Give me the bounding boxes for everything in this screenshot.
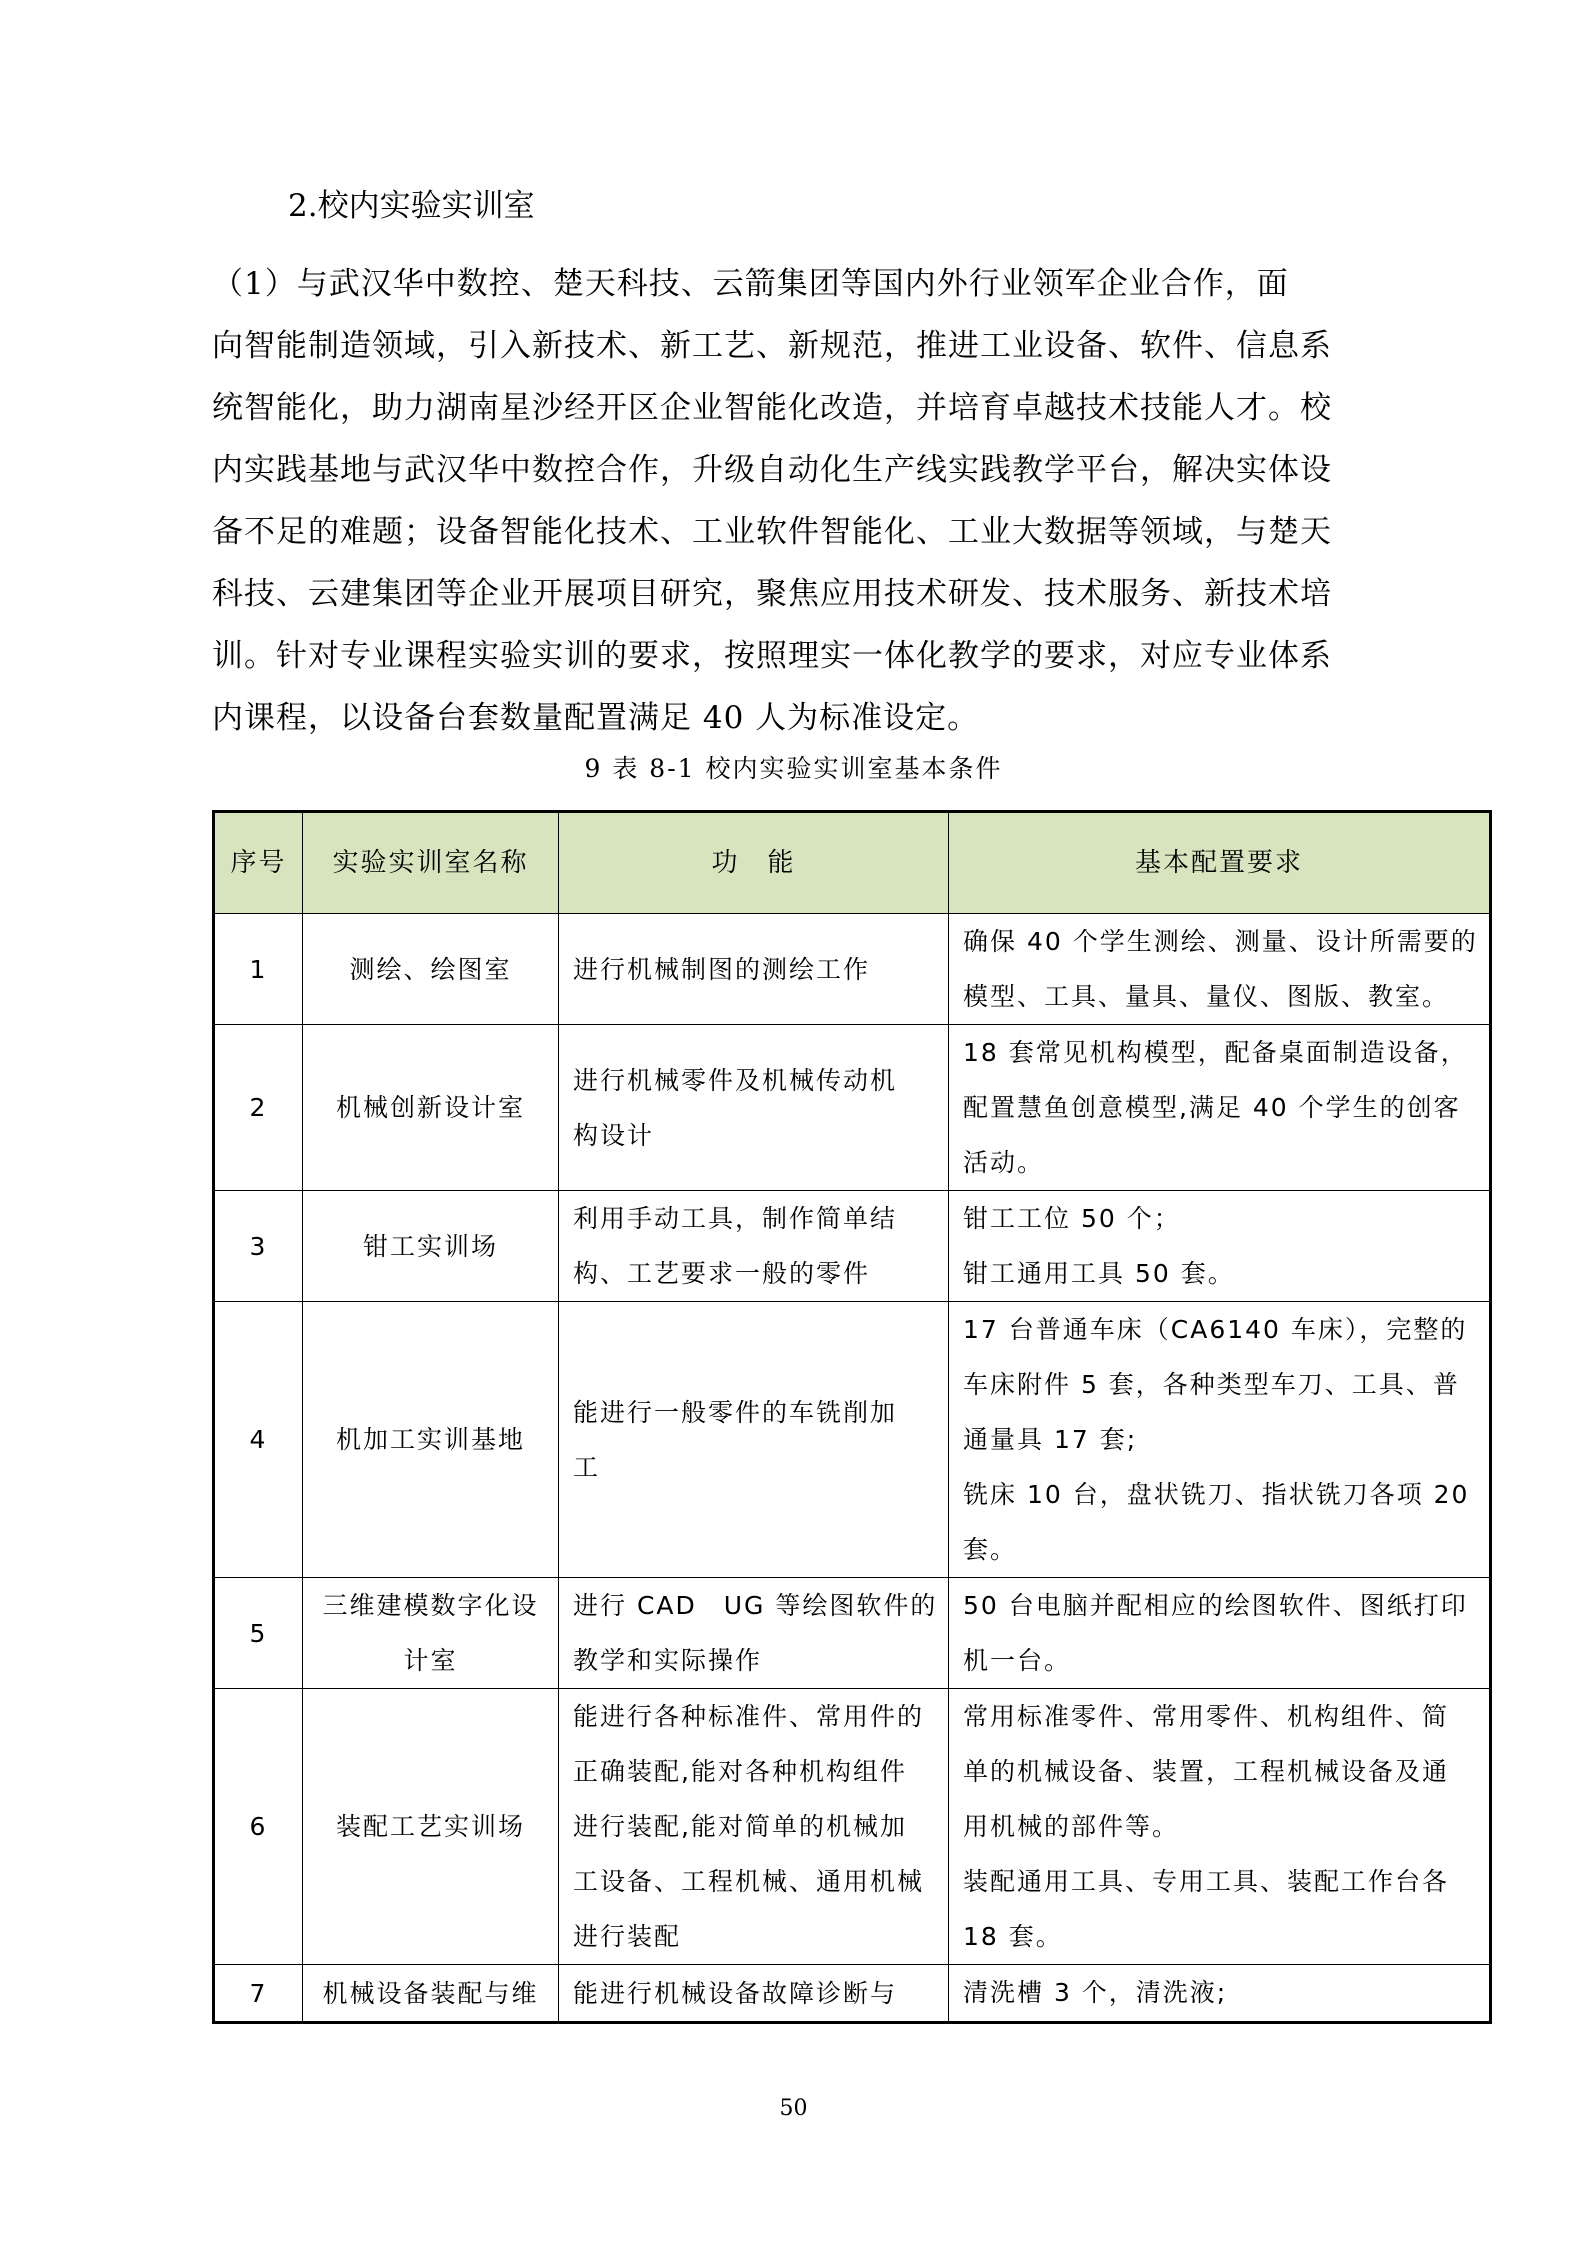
cell-line: 通量具 17 套; — [963, 1425, 1138, 1454]
cell-line: 构、工艺要求一般的零件 — [573, 1259, 871, 1288]
cell-serial: 3 — [214, 1191, 303, 1302]
cell-lab-name — [303, 1191, 559, 1302]
cell-line: 常用标准零件、常用零件、机构组件、简 — [963, 1702, 1450, 1731]
table-header-row — [214, 812, 1491, 914]
cell-line: 机一台。 — [963, 1646, 1072, 1675]
table-row — [214, 1025, 1491, 1191]
cell-serial: 6 — [214, 1689, 303, 1965]
cell-line: 18 套常见机构模型，配备桌面制造设备， — [963, 1038, 1468, 1067]
cell-line: 进行机械零件及机械传动机 — [573, 1065, 898, 1095]
cell-line: 装配通用工具、专用工具、装配工作台各 — [963, 1867, 1450, 1896]
cell-line: 机械设备装配与维 — [322, 1978, 539, 2008]
cell-config — [949, 1191, 1491, 1302]
cell-line: 活动。 — [963, 1148, 1045, 1177]
cell-function — [559, 1191, 949, 1302]
cell-lab-name — [303, 1965, 559, 2023]
cell-line: 利用手动工具，制作简单结 — [573, 1204, 898, 1233]
cell-line: 车床附件 5 套，各种类型车刀、工具、普 — [963, 1370, 1460, 1399]
cell-lab-name — [303, 1302, 559, 1578]
cell-line: 机加工实训基地 — [335, 1425, 525, 1454]
table-row — [214, 914, 1491, 1025]
cell-line: 进行 CAD UG 等绘图软件的 — [573, 1591, 938, 1620]
cell-line: 三维建模数字化设 — [322, 1591, 539, 1620]
cell-function — [559, 1025, 949, 1191]
page-number: 50 — [779, 2096, 808, 2121]
cell-line: 测绘、绘图室 — [349, 954, 512, 984]
cell-function — [559, 1965, 949, 2023]
cell-function — [559, 1302, 949, 1578]
cell-line: 装配工艺实训场 — [335, 1812, 525, 1841]
header-config: 基本配置要求 — [949, 812, 1491, 914]
cell-line: 18 套。 — [963, 1922, 1063, 1951]
cell-serial: 1 — [214, 914, 303, 1025]
cell-line: 钳工通用工具 50 套。 — [963, 1259, 1235, 1288]
section-heading: 2.校内实验实训室 — [288, 188, 535, 224]
cell-line: 50 台电脑并配相应的绘图软件、图纸打印 — [963, 1591, 1468, 1620]
cell-serial: 7 — [214, 1965, 303, 2023]
lab-conditions-table — [212, 810, 1492, 2024]
cell-function — [559, 914, 949, 1025]
paragraph-line: 内实践基地与武汉华中数控合作，升级自动化生产线实践教学平台，解决实体设 — [212, 452, 1332, 488]
cell-line: 计室 — [403, 1646, 458, 1675]
paragraph-line: 科技、云建集团等企业开展项目研究，聚焦应用技术研发、技术服务、新技术培 — [212, 576, 1332, 612]
cell-line: 钳工实训场 — [362, 1231, 498, 1261]
cell-config — [949, 1302, 1491, 1578]
cell-line: 清洗槽 3 个，清洗液; — [963, 1978, 1228, 2007]
table-row — [214, 1302, 1491, 1578]
cell-line: 用机械的部件等。 — [963, 1812, 1180, 1841]
cell-line: 配置慧鱼创意模型,满足 40 个学生的创客 — [963, 1093, 1461, 1122]
paragraph-line: 统智能化，助力湖南星沙经开区企业智能化改造，并培育卓越技术技能人才。校 — [212, 390, 1332, 426]
cell-lab-name — [303, 914, 559, 1025]
cell-config — [949, 1689, 1491, 1965]
cell-config — [949, 914, 1491, 1025]
cell-line: 17 台普通车床（CA6140 车床），完整的 — [963, 1315, 1468, 1344]
table-row — [214, 1578, 1491, 1689]
intro-paragraph — [212, 253, 1362, 749]
cell-line: 教学和实际操作 — [573, 1646, 763, 1675]
cell-serial: 5 — [214, 1578, 303, 1689]
cell-line: 确保 40 个学生测绘、测量、设计所需要的 — [963, 927, 1478, 956]
header-function: 功 能 — [559, 812, 949, 914]
cell-line: 单的机械设备、装置，工程机械设备及通 — [963, 1757, 1450, 1786]
cell-lab-name — [303, 1025, 559, 1191]
paragraph-line: 内课程，以设备台套数量配置满足 40 人为标准设定。 — [212, 700, 980, 736]
cell-config — [949, 1578, 1491, 1689]
cell-line: 正确装配,能对各种机构组件 — [573, 1757, 907, 1786]
header-serial: 序号 — [214, 812, 303, 914]
cell-line: 能进行各种标准件、常用件的 — [573, 1702, 925, 1731]
cell-function — [559, 1689, 949, 1965]
cell-line: 机械创新设计室 — [335, 1093, 525, 1122]
table-caption: 9 表 8-1 校内实验实训室基本条件 — [584, 754, 1003, 783]
cell-line: 套。 — [963, 1535, 1018, 1564]
cell-config — [949, 1025, 1491, 1191]
cell-serial: 4 — [214, 1302, 303, 1578]
cell-line: 进行装配 — [573, 1922, 682, 1951]
cell-lab-name — [303, 1578, 559, 1689]
cell-serial: 2 — [214, 1025, 303, 1191]
cell-line: 铣床 10 台，盘状铣刀、指状铣刀各项 20 — [963, 1480, 1470, 1509]
paragraph-line: （1）与武汉华中数控、楚天科技、云箭集团等国内外行业领军企业合作，面 — [212, 266, 1289, 302]
paragraph-line: 备不足的难题；设备智能化技术、工业软件智能化、工业大数据等领域，与楚天 — [212, 514, 1332, 550]
cell-line: 能进行一般零件的车铣削加 — [573, 1397, 898, 1427]
header-lab-name: 实验实训室名称 — [303, 812, 559, 914]
cell-line: 模型、工具、量具、量仪、图版、教室。 — [963, 982, 1450, 1011]
paragraph-line: 向智能制造领域，引入新技术、新工艺、新规范，推进工业设备、软件、信息系 — [212, 328, 1332, 364]
cell-line: 钳工工位 50 个； — [963, 1204, 1181, 1233]
table-row — [214, 1965, 1491, 2023]
table-row — [214, 1191, 1491, 1302]
cell-line: 工设备、工程机械、通用机械 — [573, 1867, 925, 1896]
paragraph-line: 训。针对专业课程实验实训的要求，按照理实一体化教学的要求，对应专业体系 — [212, 638, 1332, 674]
cell-line: 工 — [573, 1452, 601, 1482]
cell-line: 构设计 — [573, 1120, 655, 1150]
cell-lab-name — [303, 1689, 559, 1965]
cell-config — [949, 1965, 1491, 2023]
table-row — [214, 1689, 1491, 1965]
cell-function — [559, 1578, 949, 1689]
cell-line: 能进行机械设备故障诊断与 — [573, 1978, 898, 2008]
cell-line: 进行机械制图的测绘工作 — [573, 954, 871, 984]
cell-line: 进行装配,能对简单的机械加 — [573, 1812, 907, 1841]
